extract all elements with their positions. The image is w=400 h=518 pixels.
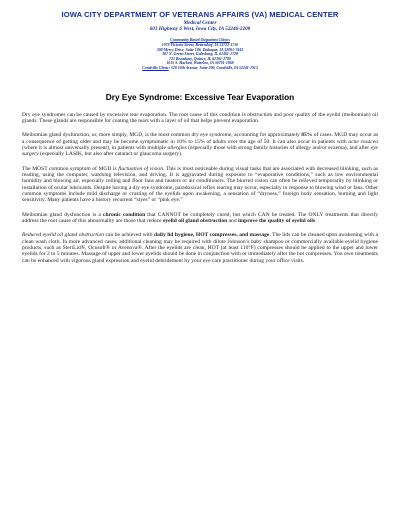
paragraph-symptoms — [22, 166, 378, 204]
term-rosacea: acne rosacea — [348, 138, 378, 145]
percent-value: 85% — [301, 132, 313, 139]
letterhead — [22, 10, 378, 32]
text-run: . — [315, 218, 317, 225]
term-obstruction: eyelid oil gland obstruction — [162, 218, 228, 225]
paragraph-mgd — [22, 132, 378, 157]
term-eye-surgery: eye surgery — [22, 144, 379, 158]
clinic-line: 1015 S. Hackett, Waterloo, IA 50701-1868 — [166, 61, 234, 66]
org-address: 601 Highway 6 West, Iowa City, IA 52246-2208 — [149, 26, 251, 33]
term-chronic: chronic condition — [103, 211, 146, 218]
dept-name: Medical Center — [183, 20, 217, 26]
text-run: and — [227, 218, 238, 225]
document-title: Dry Eye Syndrome: Excessive Tear Evaporation — [105, 91, 295, 102]
paragraph-intro: Dry eye syndromes can be caused by excessive tear evaporation. The root cause of this condition is obstruction and poor quality of the eyelid (meibomian) oil glands. These glands are responsible for coating the tears with a layer of oil that helps prevent evaporation. — [22, 111, 378, 124]
clinic-line: 721 Broadway, Quincy, IL 62301-2780 — [169, 56, 231, 61]
text-run: that CANNOT be completely cured, but which CAN be treated. The ONLY treatments that directly address the root cause of this abnormality are those that reduce — [22, 211, 378, 225]
clinic-line-coralville — [22, 66, 378, 71]
text-run: can be achieved with — [104, 232, 154, 239]
clinic-line: 307 N. Green Street, Galesburg, IL 61401-1728 — [162, 52, 238, 57]
term-fluctuation: fluctuation of vision — [118, 165, 163, 172]
term-treatment: daily lid hygiene, HOT compresses, and massage — [154, 232, 270, 239]
paragraph-chronic — [22, 212, 378, 225]
paragraph-treatment — [22, 232, 378, 264]
term-improve: improve the quality of eyelid oils — [238, 218, 316, 225]
clinic-line: 1979 Victoria Street, Bettendorf, IA 52722-1710 — [161, 43, 239, 47]
coralville-address: : 520 10th Avenue, Suite 200, Coralville, IA 52241-1913 — [168, 65, 258, 70]
text-run: (especially those with strong family histories of allergy and/or eczema), and after — [186, 144, 371, 151]
text-run: Meibomian gland dysfunction, or, more simply, MGD, is the most common dry eye syndrome, accounting for approximately — [22, 132, 302, 139]
coralville-label: Coralville Clinic — [142, 65, 169, 70]
text-run: Meibomian gland dysfunction is a — [22, 211, 104, 218]
text-run: of cases. MGD may occur as a consequence of getting older and may be become symptomatic in 10% to 15% of adults over the age of 50. It can also occur in patients with — [22, 132, 379, 145]
term-allergies: allergies — [167, 144, 187, 151]
text-run: (especially LASIK, but also after cataract or glaucoma surgery). — [38, 151, 183, 158]
text-run: The MOST common symptom of MGD is — [22, 165, 119, 172]
org-name: IOWA CITY DEPARTMENT OF VETERANS AFFAIRS (VA) MEDICAL CENTER — [61, 10, 339, 19]
text-run: . The lids can be cleaned upon awakening with a clean wash cloth. In more advanced cases, additional cleaning may be required with dilute Johnson’s baby shampoo or commercially available eyelid hygiene products, such as SteriLid®, Ocusoft® or Avenova®. After the eyelids are clean, HOT (at least 110°F) compresses should be applied to the upper and lower eyelids for 2 to 5 minutes. Massage of upper and lower eyelids should be done in conjunction with or immediately after the hot compresses. You own treatments can be enhanced with vigorous gland expression and eyelid debridement by your eye care practitioner during your office visits. — [22, 232, 379, 264]
clinic-line: 200 Mercy Drive, Suite 106, Dubuque, IA 52001-7443 — [156, 47, 244, 52]
term-reduced: Reduced eyelid oil gland obstruction — [22, 232, 105, 239]
clinic-list — [22, 38, 378, 70]
clinic-list-label: Community Based Outpatient Clinics — [170, 38, 230, 43]
text-run: . This is most noticeable during visual tasks that are associated with decreased blinking, such as reading, using the computer, watching television, and driving. It is aggravated during exposure to “evaporative conditions,” such as low environmental humidity and blowing air, especially ceiling and floor fans and heaters or air conditioners. The blurred vision can often be relieved temporarily by blinking or installation of ocular lubricants. Despite having a dry eye syndrome, paradoxical reflex tearing may occur, especially in response to blowing wind or fans. Other common symptoms include mild discharge or crusting of the eyelids upon awakening, a sensation of “dryness,” foreign body sensation, burning and light sensitivity. Many patients have a history recurrent “styes” or “pink eye.” — [22, 165, 378, 204]
text-run: (where it is almost universally present), in patients with multiple — [22, 144, 168, 151]
